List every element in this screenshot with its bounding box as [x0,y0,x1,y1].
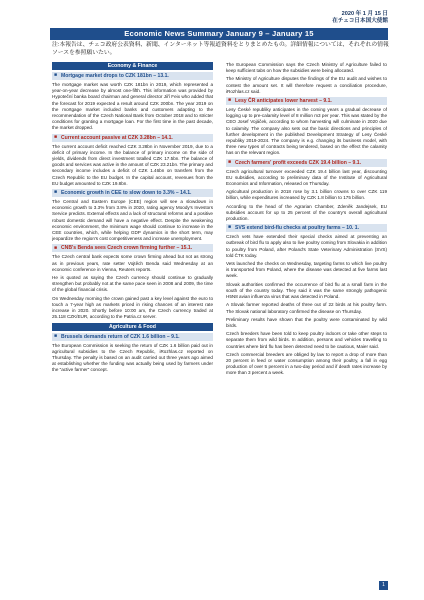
article-heading-brussels: ■ Brussels demands return of CZK 1.6 billion – 9.1. [52,333,213,341]
article-body-svs-2: Vets launched the checks on Wednesday, targeting farms to which live poultry is transported from Poland, where the disease was detected at five farms last week. [226,261,387,279]
article-heading-svs: ■ SVS extend bird-flu checks at poultry farms – 10. 1. [226,224,387,232]
article-body-brussels-cont-2: The Ministry of Agriculture disputes the findings of the EU audit and wishes to contest the amount set. It will therefore request a conciliation procedure, iRozhlas.cz said. [226,76,387,94]
disclaimer-note: 注:本報告は、チェコ政府公表資料、新聞、インターネット等報道資料をとりまとめたもの。詳細情報については、それぞれの情報ソースを参照願いたい。 [52,42,389,56]
article-body-brussels-cont-1: The European Commission says the Czech Ministry of Agriculture failed to keep sufficient tabs on how the subsidies were being allocated. [226,62,387,74]
article-body-farmers-2: Agricultural production in 2018 rose by 3.1 billion crowns to over CZK 119 billion, while expenditures increased by CZK 1.8 billion to 175 billion. [226,189,387,201]
article-heading-lesy: ■ Lesy ČR anticipates lower harvest – 9.1. [226,97,387,105]
article-body-cnb-1: The Czech central bank expects some crown firming ahead but not as strong as in previous years, rate setter Vojtěch Benda said Wednesday at an economic conference in Vienna, Reuters reports. [52,254,213,272]
embassy-name: 在チェコ日本国大使館 [332,18,388,24]
report-date: 2020 年 1 月 15 日 [341,11,388,17]
section-header-economy-finance: Economy & Finance [52,62,213,70]
article-body-svs-4: A Slovak farmer reported deaths of three out of 22 birds at his poultry farm. The Slovak national laboratory confirmed the disease on Thursday. [226,302,387,314]
article-body-svs-6: Czech breeders have been told to keep poultry indoors or take other steps to separate them from wild birds. In addition, persons and vehicles travelling to countries where bird flu has been detected need to be cautious, Maier said. [226,331,387,349]
article-body-cnb-2: He is quoted as saying the Czech currency should continue to gradually strengthen but probably not at the same pace seen in 2008 and 2009, the time of the global financial crisis. [52,275,213,293]
bullet-icon: ■ [54,189,58,196]
bullet-icon: ■ [228,158,232,165]
article-heading-cnb: ■ CNB's Benda sees Czech crown firming further – 15.1. [52,244,213,252]
page-number: 1 [379,581,388,590]
article-body-farmers-1: Czech agricultural turnover exceeded CZK 19.4 billion last year, discounting EU subsidies, according to preliminary data of the Institute of Agricultural Economics and Information, released on Thursday. [226,168,387,187]
page-title: Economic News Summary January 9 – January 15 [124,29,314,38]
article-heading-farmers: ■ Czech farmers' profit exceeds CZK 19.4 billion – 9.1. [226,159,387,167]
right-column [226,62,387,582]
bullet-icon: ■ [54,332,58,339]
left-column [52,62,213,582]
article-heading-current-account: ■ Current account passive at CZK 3.28bn – 14.1. [52,134,213,142]
article-body-current-account: The current account deficit reached CZK 3.28bn in November 2019, due to a deficit of primary income. In the balance of primary income on the side of yields, dividends from direct investment totalled CZK 17.5bn. The balance of goods and services was active in the amount of CZK 23.21bn. The primary and secondary income includes a deficit of CZK 1.46bn on transfers from the Czech Republic to the EU budget. In the capital account, revenues from the EU budget amounted to CZK 19.8bn. [52,143,213,186]
article-body-cnb-3: On Wednesday morning the crown gained past a key level against the euro to touch a 7-year high as markets priced in rising chances of an interest rate increase in 2020. Shortly before 10:00 am, the Czech currency traded at 25.118 CZK/EUR, according to the Patria.cz server. [52,295,213,320]
bullet-icon: ■ [54,244,58,251]
article-body-lesy: Lesy České republiky anticipates in the coming years a gradual decrease of logging up to pre-calamity level of 8 million m3 per year. This was stated by the CEO Josef Vojáček, according to whom harvesting will culminate in 2020 due to calamity. The company also sets out the basic directions and principles of further development in the published Development Strategy of Lesy České republiky 2019-2024. The company is e.g. changing its business model, with three new types of contracts being tendered, based on the effect the calamity has on the relevant region. [226,107,387,156]
bullet-icon: ■ [228,224,232,231]
article-body-svs-3: Slovak authorities confirmed the occurrence of bird flu at a small farm in the south of the country today. They said it was the same strongly pathogenic H5N8 avian influenza virus that was detected in Poland. [226,281,387,300]
article-heading-mortgage: ■ Mortgage market drops to CZK 181bn – 13.1. [52,72,213,80]
article-heading-cee-growth: ■ Economic growth in CEE to slow down to 3.3% – 14.1. [52,189,213,197]
article-body-mortgage: The mortgage market was worth CZK 181bn in 2019, which represented a year-on-year decrease by almost one-fifth. This information was provided by Hypoteční banka board chairman and general director Jiří Feix who added that the forecast for 2019 expected a result around CZK 200bn. The year 2019 on the mortgage market included banks and customers adapting to the recommendation of the Czech National Bank from October 2018 and to stricter conditions for granting a mortgage loan. For the first time in the past decade, the market dropped. [52,82,213,131]
bullet-icon: ■ [54,133,58,140]
article-body-svs-1: Czech vets have extended their special checks aimed at preventing an outbreak of bird flu to apply also to live poultry coming from Slovakia in addition to poultry from Poland, after Poland's State Veterinary Administration (SVS) told ČTK today. [226,234,387,258]
section-header-agriculture-food: Agriculture & Food [52,323,213,331]
article-body-farmers-3: According to the head of the Agrarian Chamber, Zdeněk Jandejsek, EU subsidies account for up to 25 percent of the country's overall agricultural production. [226,203,387,222]
article-body-svs-5: Preliminary results have shown that the poultry were contaminated by wild birds. [226,316,387,328]
bullet-icon: ■ [228,97,232,104]
article-body-svs-7: Czech commercial breeders are obliged by law to report a drop of more than 20 percent in feed or water consumption among their poultry, a fall in egg production of over 5 percent in a two-day period and if death rates increase by more than 3 percent a week. [226,351,387,376]
title-bar [50,28,388,40]
header-date-block [332,11,388,25]
bullet-icon: ■ [54,72,58,79]
article-body-brussels: The European Commission is seeking the return of CZK 1.6 billion paid out in agricultural subsidies to the Czech Republic, iRozhlas.cz reported on Thursday. The penalty is based on an audit carried out three years ago aimed at establishing whether the funding was actually being used by farmers under the “active farmer” concept. [52,342,213,373]
article-body-cee-growth: The Central and Eastern Europe (CEE) region will see a slowdown in economic growth to 3.3% from 3.8% in 2020, rating agency Moody's Investors Service predicts. External effects and a lack of structural reforms and a positive robust domestic demand will have a negative effect. Despite the weakening economic environment, the minimum wage should continue to increase in the CEE countries, which, while helping GDP dynamics in the short term, may jeopardize the region's cost competitiveness and increase unemployment. [52,199,213,242]
